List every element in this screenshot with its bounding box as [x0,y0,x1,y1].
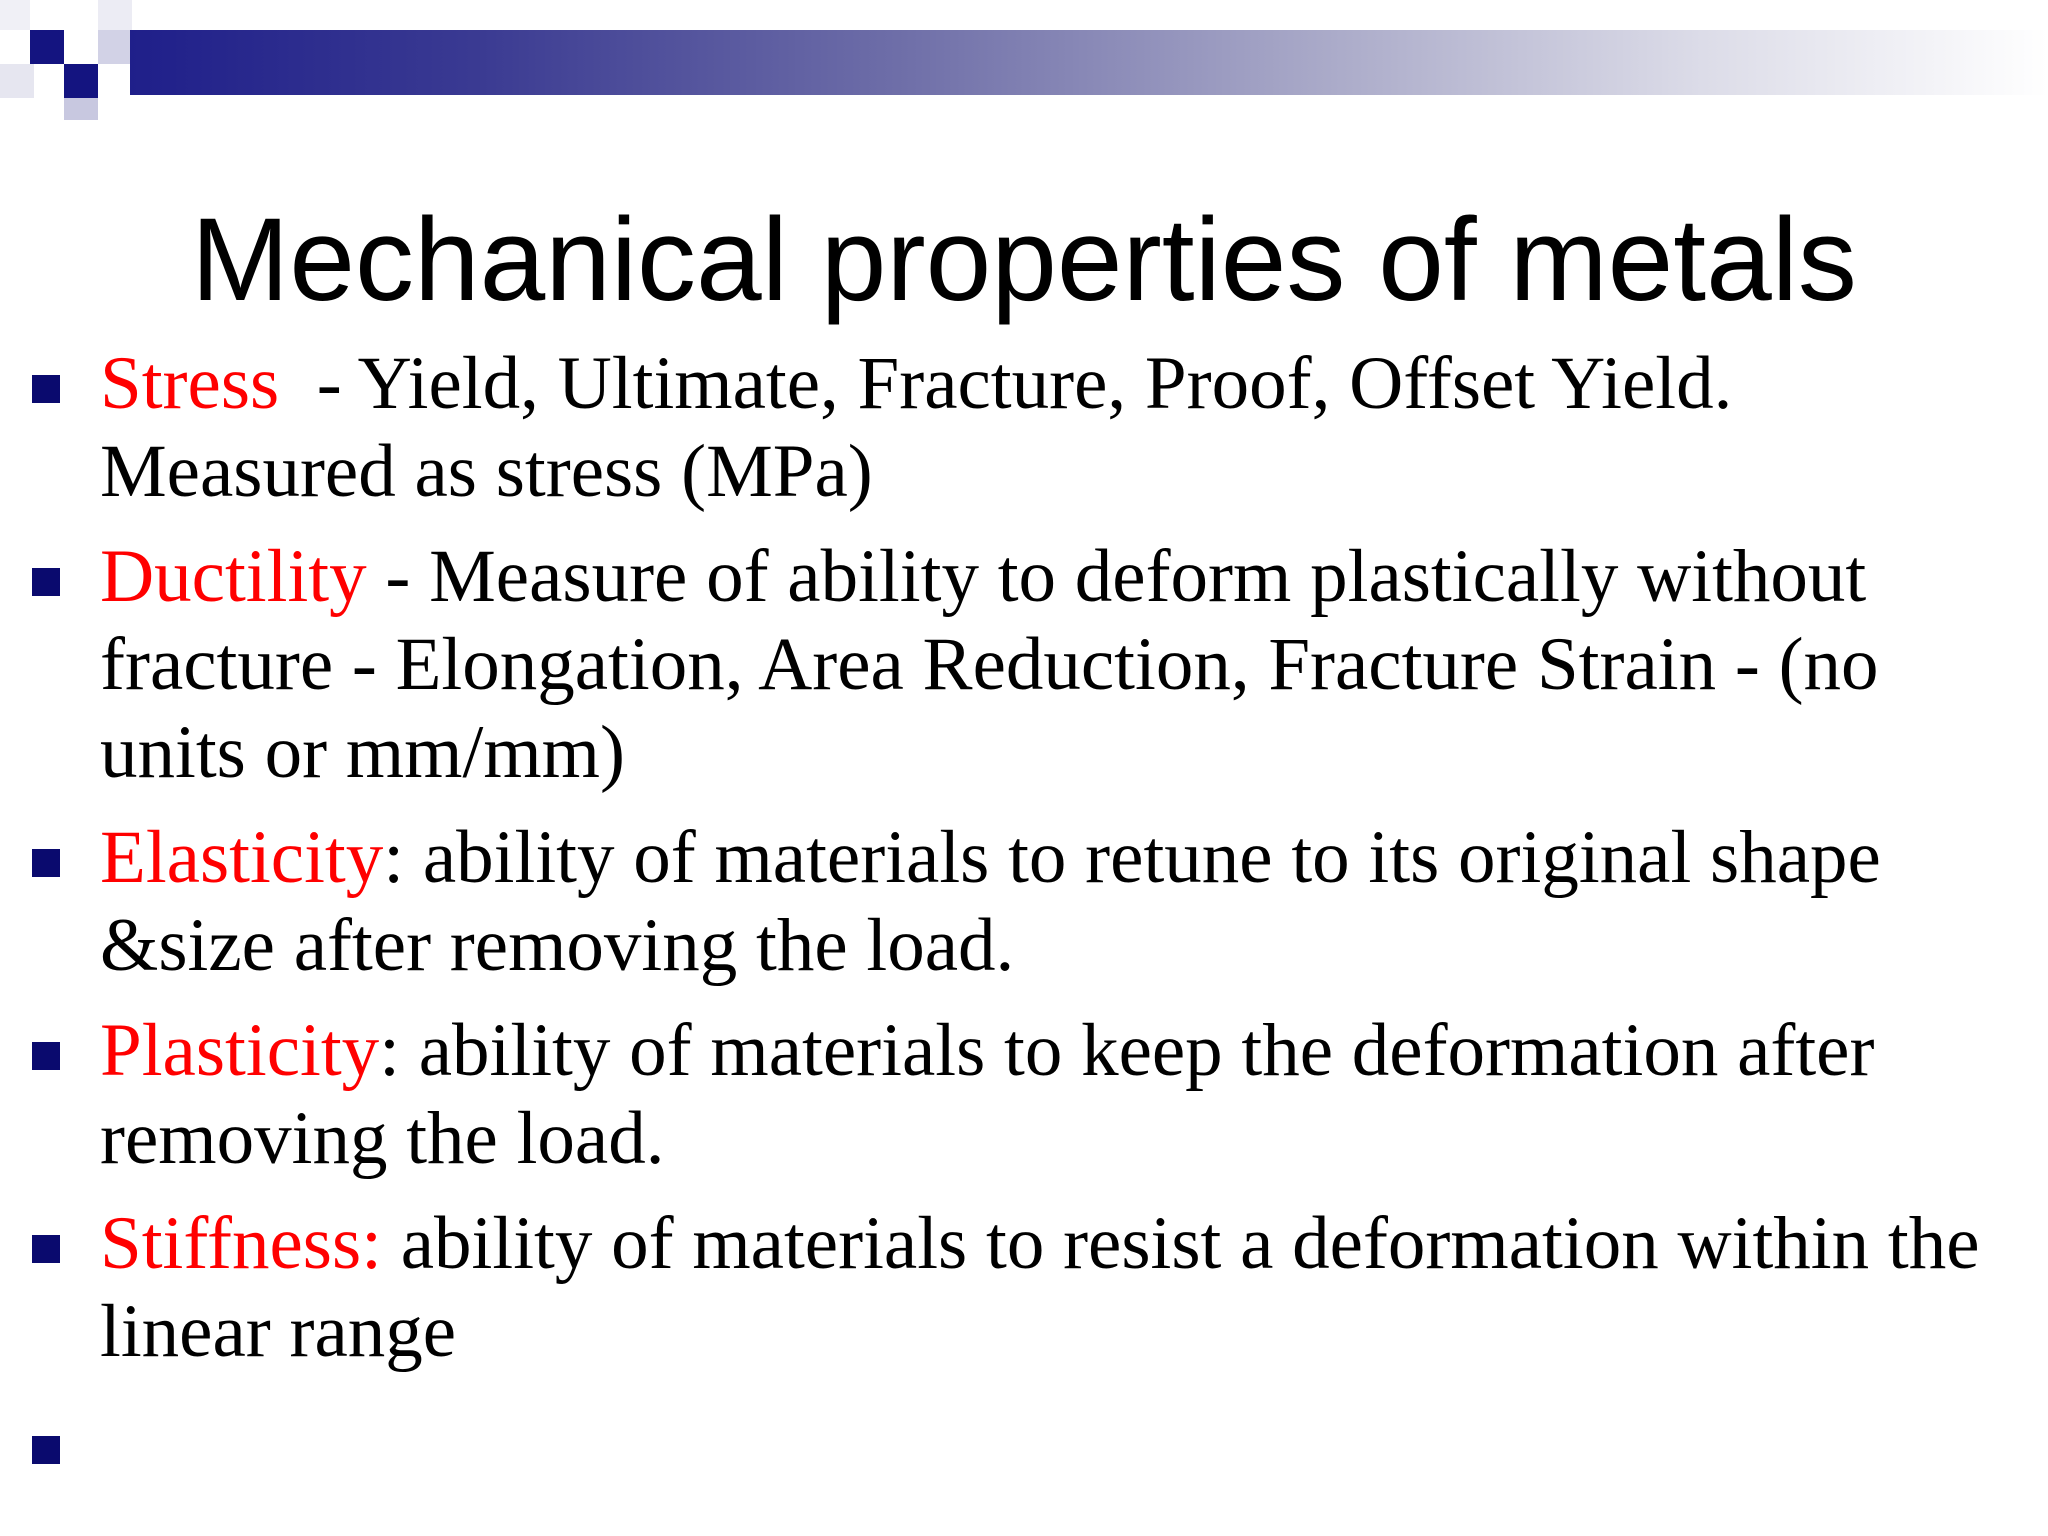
slide-title: Mechanical properties of metals [191,194,1857,326]
square-bullet-icon [32,1235,60,1263]
decor-square [64,98,98,120]
bullet-text: - Yield, Ultimate, Fracture, Proof, Offset Yield. Measured as stress (MPa) [100,342,1752,513]
decor-square [98,30,132,64]
bullet-item-plasticity [30,1007,2020,1183]
bullet-term: Ductility [100,535,367,618]
bullet-term: Stiffness: [100,1202,382,1285]
square-bullet-icon [32,849,60,877]
decor-square [0,0,30,30]
square-bullet-icon [32,568,60,596]
decor-square [30,30,64,64]
header-gradient-band [130,30,2048,95]
decor-square [64,64,98,98]
square-bullet-icon [32,1042,60,1070]
bullet-item-elasticity [30,814,2020,990]
bullet-item-empty [30,1401,2020,1489]
bullet-item-ductility [30,533,2020,797]
bullet-item-stress [30,340,2020,516]
bullet-item-stiffness [30,1200,2020,1376]
bullet-text: ability of materials to resist a deformation within the linear range [100,1202,1980,1373]
bullet-term: Plasticity [100,1009,380,1092]
bullet-text: : ability of materials to keep the deformation after removing the load. [100,1009,1875,1180]
bullet-term: Stress [100,342,280,425]
bullet-text: - Measure of ability to deform plastically without fracture - Elongation, Area Reduction, Fracture Strain - (no units or mm/mm) [100,535,1879,794]
decor-square [0,64,34,98]
square-bullet-icon [32,1436,60,1464]
bullet-text: : ability of materials to retune to its original shape &size after removing the load. [100,816,1881,987]
bullet-term: Elasticity [100,816,384,899]
bullet-list [30,340,2020,1506]
decor-square [98,0,132,30]
square-bullet-icon [32,375,60,403]
